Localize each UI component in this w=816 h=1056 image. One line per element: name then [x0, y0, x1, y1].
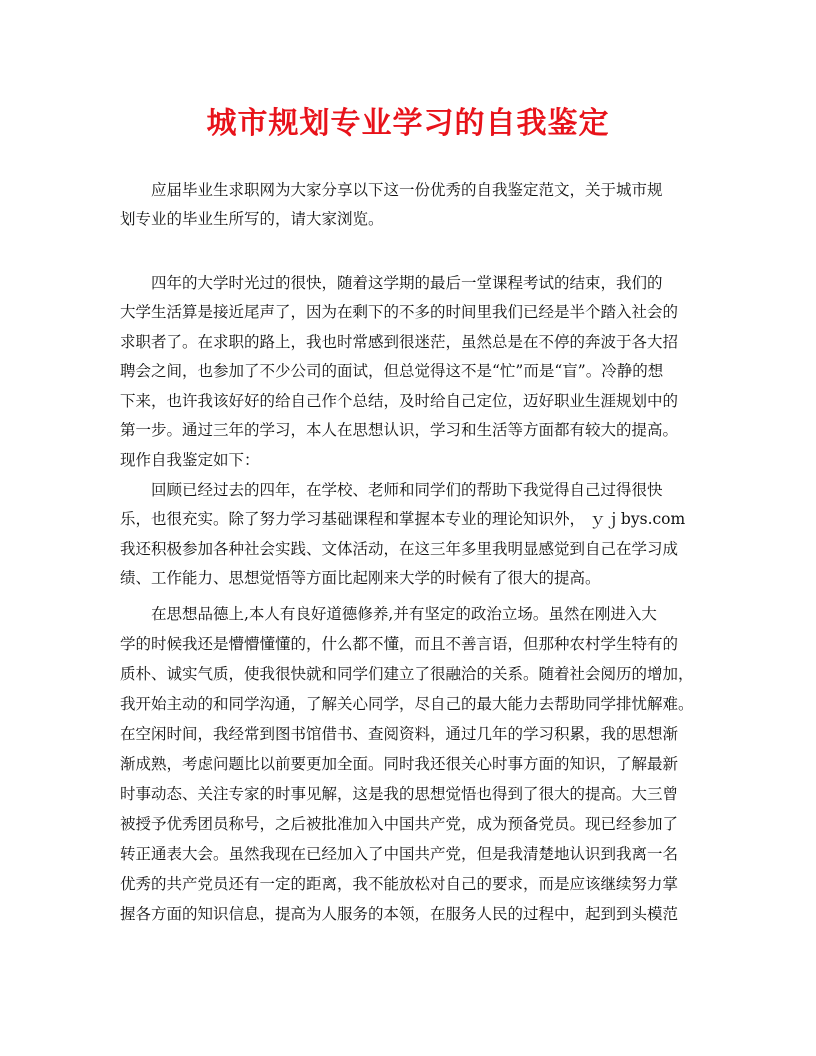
- document-title: 城市规划专业学习的自我鉴定: [206, 106, 610, 141]
- body-line: 第一步。通过三年的学习，本人在思想认识，学习和生活等方面都有较大的提高。: [120, 421, 679, 439]
- body-line: 渐成熟，考虑问题比以前要更加全面。同时我还很关心时事方面的知识，了解最新: [120, 755, 679, 773]
- body-line: 求职者了。在求职的路上，我也时常感到很迷茫，虽然总是在不停的奔波于各大招: [120, 333, 679, 351]
- body-line: 回顾已经过去的四年，在学校、老师和同学们的帮助下我觉得自己过得很快: [120, 481, 663, 499]
- body-line: 在空闲时间，我经常到图书馆借书、查阅资料，通过几年的学习积累，我的思想渐: [120, 725, 679, 743]
- body-line: 我还积极参加各种社会实践、文体活动，在这三年多里我明显感觉到自己在学习成: [120, 540, 679, 558]
- body-line: 下来，也许我该好好的给自己作个总结，及时给自己定位，迈好职业生涯规划中的: [120, 392, 679, 410]
- body-line: 聘会之间，也参加了不少公司的面试，但总觉得这不是“忙”而是“盲”。冷静的想: [120, 362, 664, 380]
- body-line: 时事动态、关注专家的时事见解，这是我的思想觉悟也得到了很大的提高。大三曾: [120, 785, 679, 803]
- body-line: 握各方面的知识信息，提高为人服务的本领，在服务人民的过程中，起到到头模范: [120, 905, 679, 923]
- body-line: 转正通表大会。虽然我现在已经加入了中国共产党，但是我清楚地认识到我离一名: [120, 845, 679, 863]
- body-line: 优秀的共产党员还有一定的距离，我不能放松对自己的要求，而是应该继续努力掌: [120, 875, 679, 893]
- body-line: 现作自我鉴定如下：: [120, 451, 260, 469]
- body-line: 我开始主动的和同学沟通，了解关心同学，尽自己的最大能力去帮助同学排忧解难。: [120, 695, 694, 713]
- body-line: 大学生活算是接近尾声了，因为在剩下的不多的时间里我们已经是半个踏入社会的: [120, 303, 679, 321]
- body-line: 质朴、诚实气质，使我很快就和同学们建立了很融洽的关系。随着社会阅历的增加，: [120, 665, 694, 683]
- body-line: 在思想品德上,本人有良好道德修养,并有坚定的政治立场。虽然在刚进入大: [120, 605, 657, 623]
- body-line: 绩、工作能力、思想觉悟等方面比起刚来大学的时候有了很大的提高。: [120, 569, 601, 587]
- body-line: 乐，也很充实。除了努力学习基础课程和掌握本专业的理论知识外， ｙｊbys.com: [120, 510, 686, 528]
- body-line: 划专业的毕业生所写的，请大家浏览。: [120, 210, 384, 228]
- body-line: 应届毕业生求职网为大家分享以下这一份优秀的自我鉴定范文，关于城市规: [120, 181, 663, 199]
- body-line: 学的时候我还是懵懵懂懂的，什么都不懂，而且不善言语，但那种农村学生特有的: [120, 635, 679, 653]
- body-line: 被授予优秀团员称号，之后被批准加入中国共产党，成为预备党员。现已经参加了: [120, 815, 679, 833]
- body-line: 四年的大学时光过的很快，随着这学期的最后一堂课程考试的结束，我们的: [120, 274, 663, 292]
